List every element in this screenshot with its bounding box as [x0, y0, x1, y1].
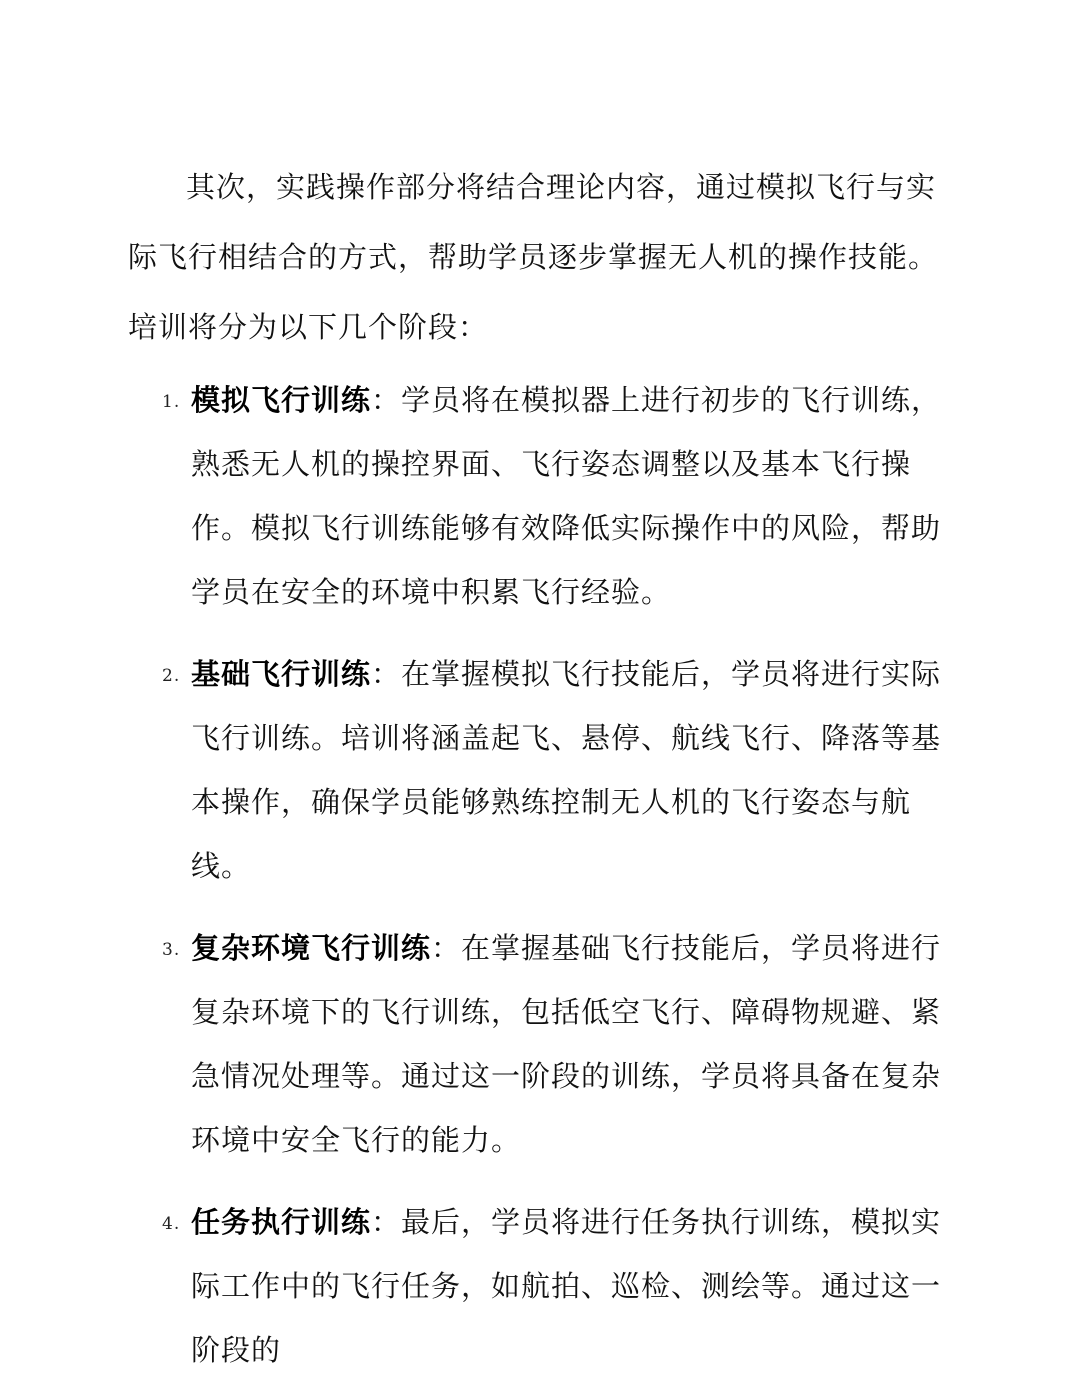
stage-title: 模拟飞行训练	[191, 383, 372, 417]
list-item	[128, 916, 968, 1172]
intro-paragraph: 其次，实践操作部分将结合理论内容，通过模拟飞行与实际飞行相结合的方式，帮助学员逐步掌握无人机的操作技能。培训将分为以下几个阶段：	[128, 170, 939, 344]
stage-description: 学员将在模拟器上进行初步的飞行训练，熟悉无人机的操控界面、飞行姿态调整以及基本飞行操作。模拟飞行训练能够有效降低实际操作中的风险，帮助学员在安全的环境中积累飞行经验。	[191, 383, 942, 609]
stage-colon: ：	[371, 657, 402, 691]
training-stages-list	[128, 368, 968, 1400]
stage-colon: ：	[431, 931, 462, 965]
list-number: 3.	[162, 940, 181, 960]
stage-title: 复杂环境飞行训练	[191, 931, 432, 965]
list-number: 4.	[162, 1214, 181, 1234]
stage-description: 在掌握模拟飞行技能后，学员将进行实际飞行训练。培训将涵盖起飞、悬停、航线飞行、降落等基本操作，确保学员能够熟练控制无人机的飞行姿态与航线。	[191, 657, 942, 883]
list-item	[128, 1190, 968, 1382]
list-item	[128, 642, 968, 898]
list-item	[128, 368, 968, 624]
stage-title: 任务执行训练	[191, 1205, 372, 1239]
stage-description: 在掌握基础飞行技能后，学员将进行复杂环境下的飞行训练，包括低空飞行、障碍物规避、紧急情况处理等。通过这一阶段的训练，学员将具备在复杂环境中安全飞行的能力。	[191, 931, 942, 1157]
list-number: 2.	[162, 666, 181, 686]
stage-title: 基础飞行训练	[191, 657, 372, 691]
stage-colon: ：	[371, 383, 402, 417]
stage-colon: ：	[371, 1205, 402, 1239]
stage-description: 最后，学员将进行任务执行训练，模拟实际工作中的飞行任务，如航拍、巡检、测绘等。通过这一阶段的	[191, 1205, 942, 1367]
list-number: 1.	[162, 392, 181, 412]
